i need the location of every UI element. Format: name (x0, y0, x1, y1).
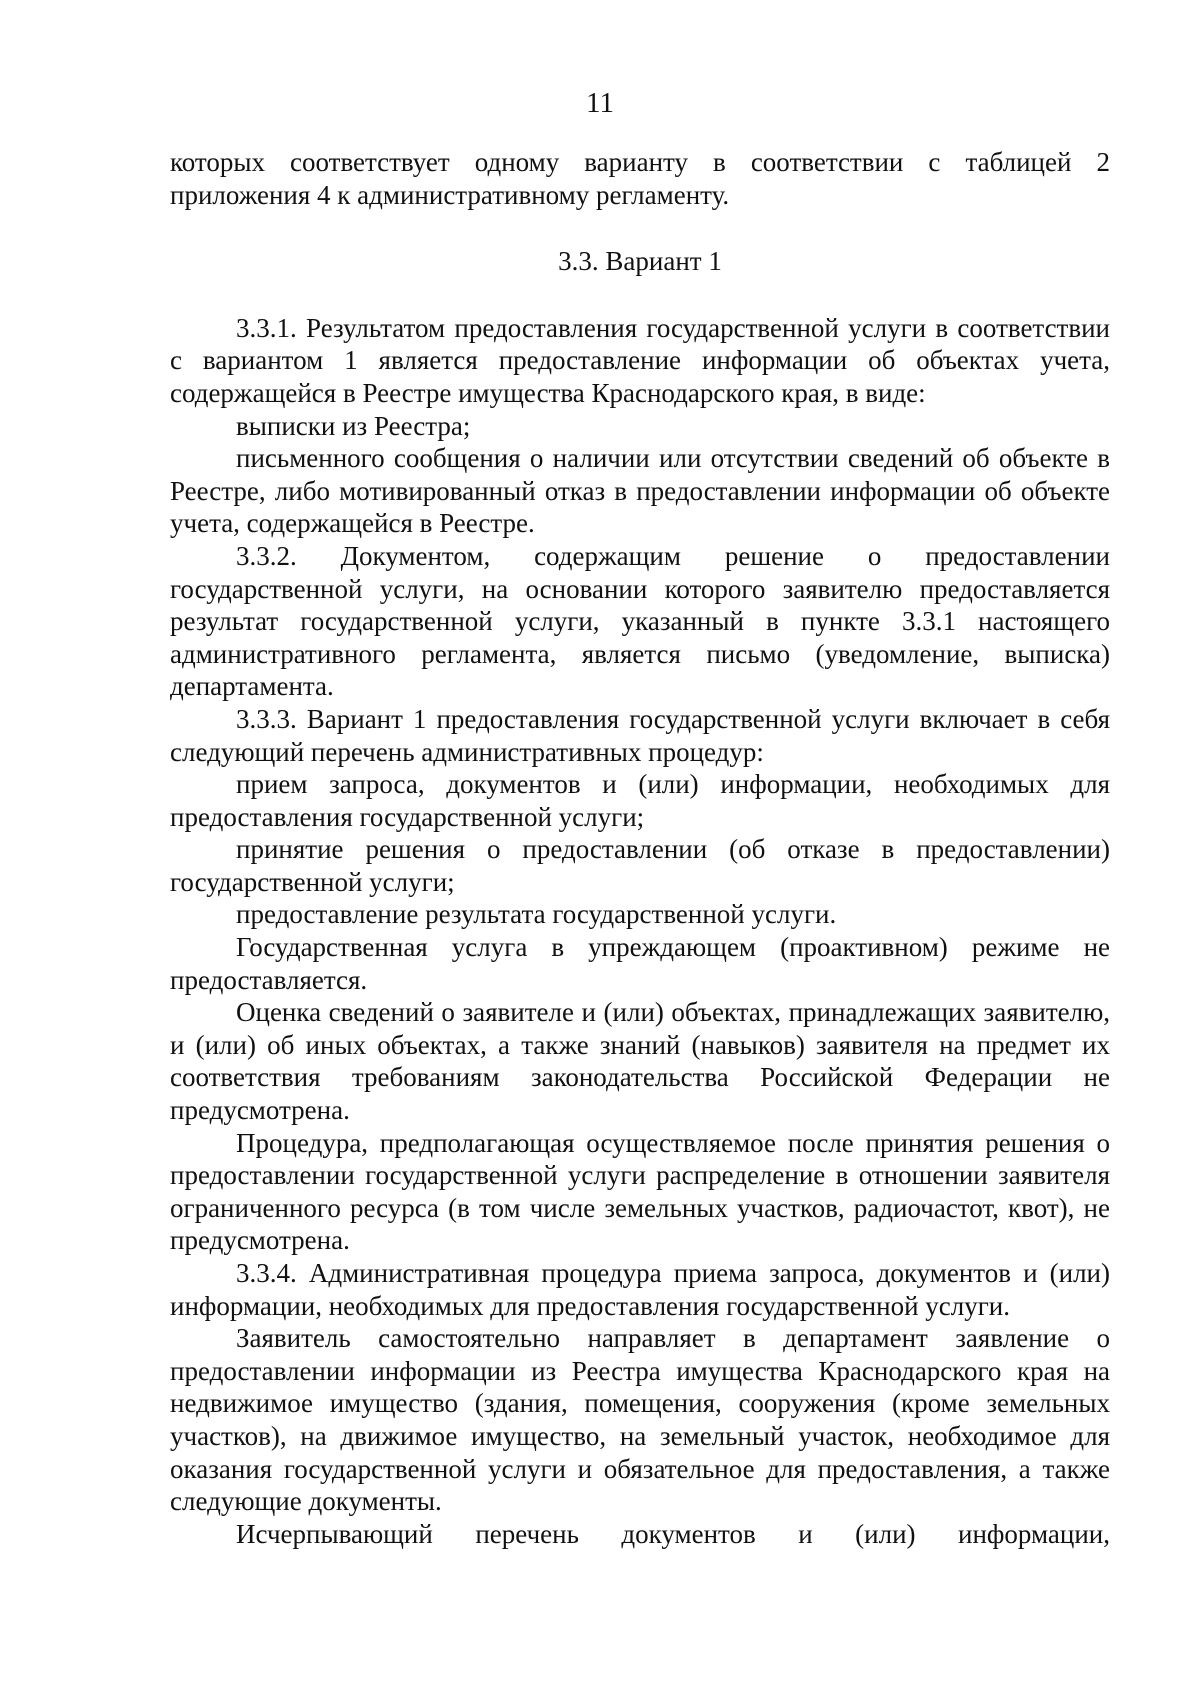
paragraph-applicant: Заявитель самостоятельно направляет в департамент заявление о предоставлении информации из Реестра имущества Краснодарского края на недвижимое имущество (здания, помещения, сооружения (кроме земельных участков), на движимое имущество, на земельный участок, необходимое для оказания государственной услуги и обязательное для предоставления, а также следующие документы. (170, 1323, 1110, 1517)
section-heading: 3.3. Вариант 1 (558, 246, 722, 277)
paragraph-proactive-mode: Государственная услуга в упреждающем (проактивном) режиме не предоставляется. (170, 932, 1110, 995)
paragraph-continuation: которых соответствует одному варианту в соответствии с таблицей 2 приложения 4 к административному регламенту. (170, 147, 1110, 210)
paragraph-3-3-4: 3.3.4. Административная процедура приема запроса, документов и (или) информации, необходимых для предоставления государственной услуги. (170, 1258, 1110, 1321)
paragraph-3-3-3: 3.3.3. Вариант 1 предоставления государственной услуги включает в себя следующий перечень административных процедур: (170, 703, 1110, 767)
list-item-written-message: письменного сообщения о наличии или отсутствии сведений об объекте в Реестре, либо мотивированный отказ в предоставлении информации об объекте учета, содержащейся в Реестре. (170, 443, 1110, 539)
paragraph-procedure: Процедура, предполагающая осуществляемое после принятия решения о предоставлении государственной услуги распределение в отношении заявителя ограниченного ресурса (в том числе земельных участков, радиочастот, квот), не предусмотрена. (170, 1127, 1110, 1256)
paragraph-3-3-2: 3.3.2. Документом, содержащим решение о предоставлении государственной услуги, на основании которого заявителю предоставляется результат государственной услуги, указанный в пункте 3.3.1 настоящего административного регламента, является письмо (уведомление, выписка) департамента. (170, 540, 1110, 702)
document-body (170, 146, 1110, 1550)
page-number: 11 (586, 87, 614, 119)
list-item-decision: принятие решения о предоставлении (об отказе в предоставлении) государственной услуги; (170, 834, 1110, 897)
list-item-request-reception: прием запроса, документов и (или) информации, необходимых для предоставления государственной услуги; (170, 769, 1110, 832)
list-item-result: предоставление результата государственной услуги. (236, 899, 837, 930)
paragraph-exhaustive-list: Исчерпывающий перечень документов и (или) информации, (236, 1518, 1110, 1549)
paragraph-3-3-1: 3.3.1. Результатом предоставления государственной услуги в соответствии с вариантом 1 является предоставление информации об объектах учета, содержащейся в Реестре имущества Краснодарского края, в виде: (170, 312, 1110, 408)
paragraph-assessment: Оценка сведений о заявителе и (или) объектах, принадлежащих заявителю, и (или) об иных объектах, а также знаний (навыков) заявителя на предмет их соответствия требованиям законодательства Российской Федерации не предусмотрена. (170, 997, 1110, 1126)
list-item-extract: выписки из Реестра; (236, 410, 471, 441)
